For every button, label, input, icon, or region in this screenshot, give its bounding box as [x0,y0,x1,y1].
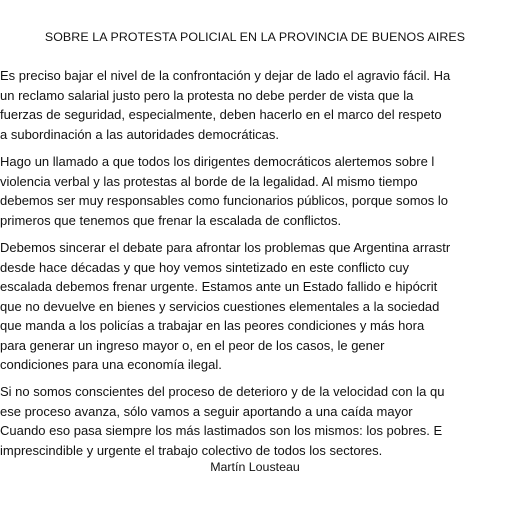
paragraph-line: para generar un ingreso mayor o, en el peor de los casos, le gener [0,337,385,353]
paragraph-line: imprescindible y urgente el trabajo colectivo de todos los sectores. [0,442,383,458]
paragraph-line: Si no somos conscientes del proceso de deterioro y de la velocidad con la qu [0,384,445,399]
paragraph-line: debemos ser muy responsables como funcionarios públicos, porque somos lo [0,193,449,208]
document-title: SOBRE LA PROTESTA POLICIAL EN LA PROVINCIA DE BUENOS AIRES [44,30,466,44]
paragraph-line: escalada debemos frenar urgente. Estamos ante un Estado fallido e hipócrit [0,279,438,294]
paragraph-line: fuerzas de seguridad, especialmente, deben hacerlo en el marco del respeto [0,107,442,122]
paragraph-3 [0,238,510,375]
paragraph-line: Cuando eso pasa siempre los más lastimados son los mismos: los pobres. E [0,423,443,438]
paragraph-line: Debemos sincerar el debate para afrontar los problemas que Argentina arrastr [0,240,451,255]
paragraph-line: a subordinación a las autoridades democráticas. [0,126,279,142]
paragraph-line: violencia verbal y las protestas al borde de la legalidad. Al mismo tiempo [0,173,418,189]
paragraph-2 [0,152,510,230]
paragraph-line: ese proceso avanza, sólo vamos a seguir aportando a una caída mayor [0,403,413,419]
paragraph-line: que manda a los policías a trabajar en las peores condiciones y más hora [0,318,425,333]
paragraph-line: que no devuelve en bienes y servicios cuestiones elementales a la sociedad [0,298,440,314]
paragraph-line: condiciones para una economía ilegal. [0,357,222,372]
signature-name: Martín Lousteau [210,460,300,474]
paragraph-line: Es preciso bajar el nivel de la confrontación y dejar de lado el agravio fácil. Ha [0,68,451,83]
paragraph-line: desde hace décadas y que hoy vemos sintetizado en este conflicto cuy [0,259,410,275]
paragraph-line: primeros que tenemos que frenar la escalada de conflictos. [0,212,342,228]
paragraph-line: Hago un llamado a que todos los dirigentes democráticos alertemos sobre l [0,154,435,169]
paragraph-line: un reclamo salarial justo pero la protesta no debe perder de vista que la [0,87,414,103]
paragraph-1 [0,66,510,144]
paragraph-4 [0,382,510,460]
